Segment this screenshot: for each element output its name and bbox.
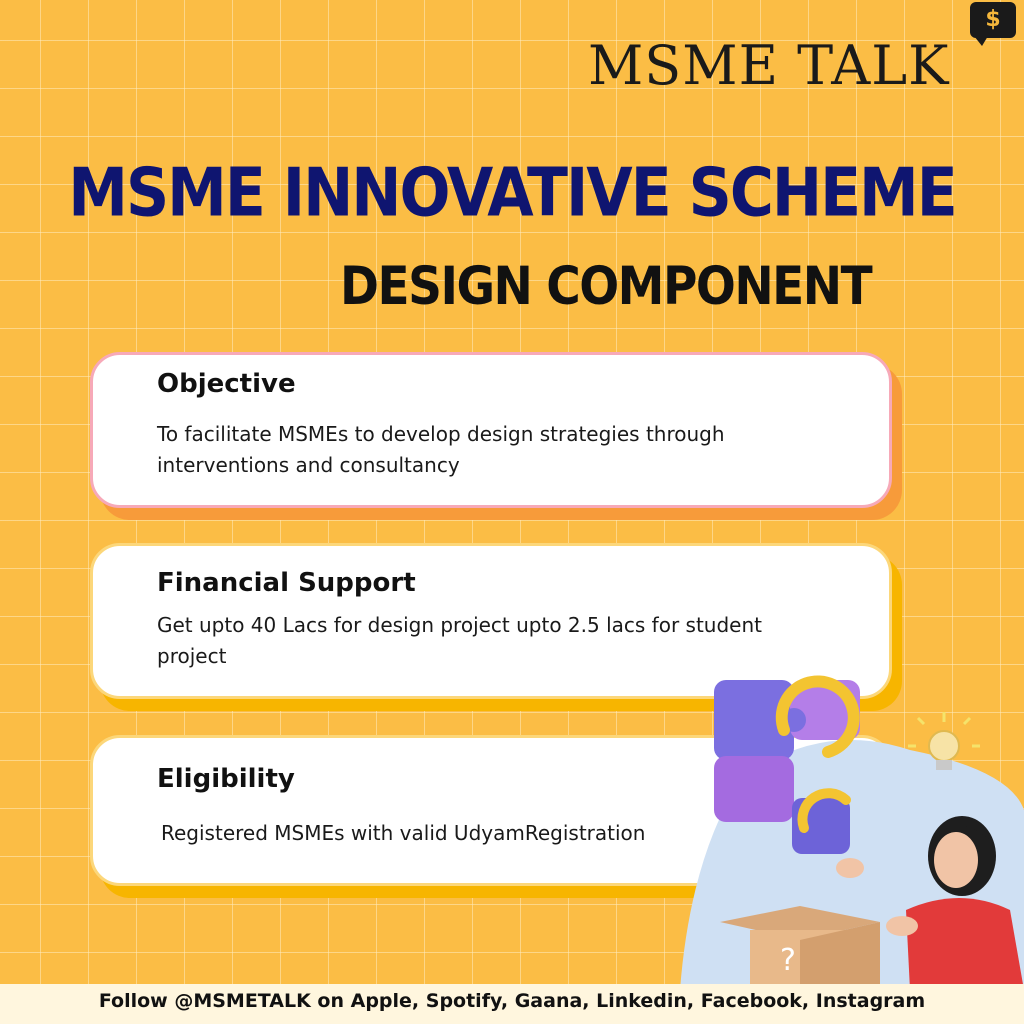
card-title: Financial Support bbox=[157, 568, 416, 598]
card-body: Get upto 40 Lacs for design project upto 2.5 lacs for student project bbox=[157, 613, 762, 668]
svg-text:?: ? bbox=[780, 943, 796, 978]
dollar-chat-icon: $ bbox=[970, 2, 1016, 38]
card-body: To facilitate MSMEs to develop design strategies through interventions and consultancy bbox=[157, 422, 725, 477]
card-title: Objective bbox=[157, 369, 296, 399]
page-subtitle: DESIGN COMPONENT bbox=[340, 256, 872, 318]
objective-card bbox=[90, 352, 892, 508]
card-body: Registered MSMEs with valid UdyamRegistration bbox=[161, 821, 646, 845]
page-title: MSME INNOVATIVE SCHEME bbox=[68, 153, 956, 233]
chat-bubble-tail bbox=[974, 36, 988, 46]
card-title: Eligibility bbox=[157, 764, 295, 794]
illustration bbox=[680, 660, 1024, 990]
follow-text: Follow @MSMETALK on Apple, Spotify, Gaana, Linkedin, Facebook, Instagram bbox=[98, 990, 926, 1012]
footer bbox=[0, 984, 1024, 1024]
brand-logo: MSME TALK bbox=[588, 34, 950, 97]
